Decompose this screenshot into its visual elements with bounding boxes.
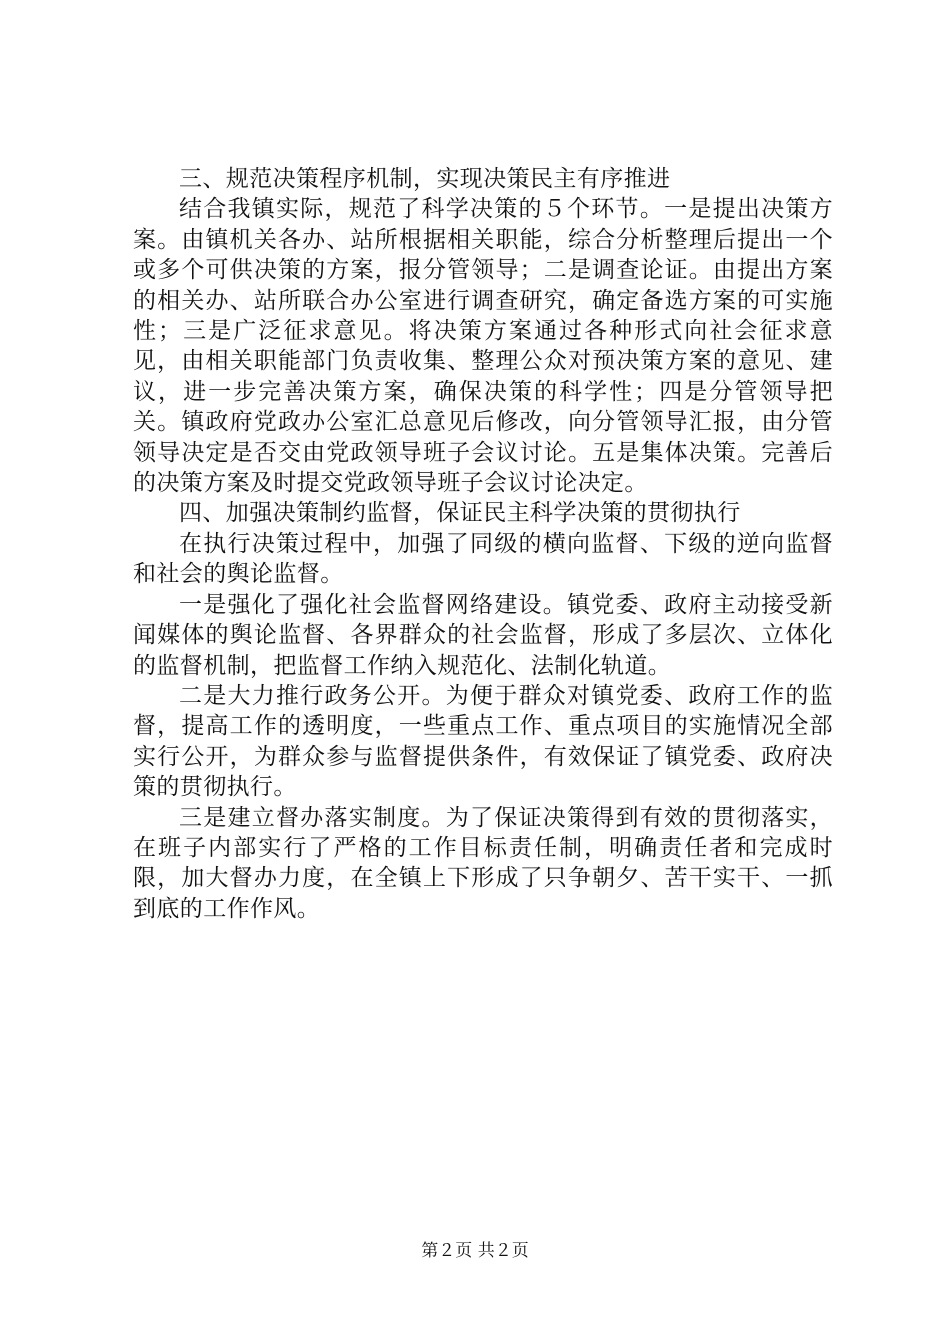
section-heading-3: 三、规范决策程序机制，实现决策民主有序推进 (179, 166, 671, 192)
document-body (133, 164, 833, 924)
paragraph-decision-steps: 结合我镇实际，规范了科学决策的５个环节。一是提出决策方案。由镇机关各办、站所根据相关职能，综合分析整理后提出一个或多个可供决策的方案，报分管领导；二是调查论证。由提出方案的相关办、站所联合办公室进行调查研究，确定备选方案的可实施性；三是广泛征求意见。将决策方案通过各种形式向社会征求意见，由相关职能部门负责收集、整理公众对预决策方案的意见、建议，进一步完善决策方案，确保决策的科学性；四是分管领导把关。镇政府党政办公室汇总意见后修改，向分管领导汇报，由分管领导决定是否交由党政领导班子会议讨论。五是集体决策。完善后的决策方案及时提交党政领导班子会议讨论决定。 (133, 196, 833, 497)
paragraph-supervision-system: 三是建立督办落实制度。为了保证决策得到有效的贯彻落实，在班子内部实行了严格的工作目标责任制，明确责任者和完成时限，加大督办力度，在全镇上下形成了只争朝夕、苦干实干、一抓到底的工作作风。 (133, 804, 833, 922)
page-number-footer: 第２页 共２页 (421, 1241, 529, 1261)
paragraph-government-transparency: 二是大力推行政务公开。为便于群众对镇党委、政府工作的监督，提高工作的透明度，一些重点工作、重点项目的实施情况全部实行公开，为群众参与监督提供条件，有效保证了镇党委、政府决策的贯彻执行。 (133, 682, 833, 801)
section-heading-4: 四、加强决策制约监督，保证民主科学决策的贯彻执行 (179, 500, 741, 527)
paragraph-supervision-intro: 在执行决策过程中，加强了同级的横向监督、下级的逆向监督和社会的舆论监督。 (133, 530, 833, 588)
paragraph-social-supervision: 一是强化了强化社会监督网络建设。镇党委、政府主动接受新闻媒体的舆论监督、各界群众的社会监督，形成了多层次、立体化的监督机制，把监督工作纳入规范化、法制化轨道。 (133, 591, 833, 679)
